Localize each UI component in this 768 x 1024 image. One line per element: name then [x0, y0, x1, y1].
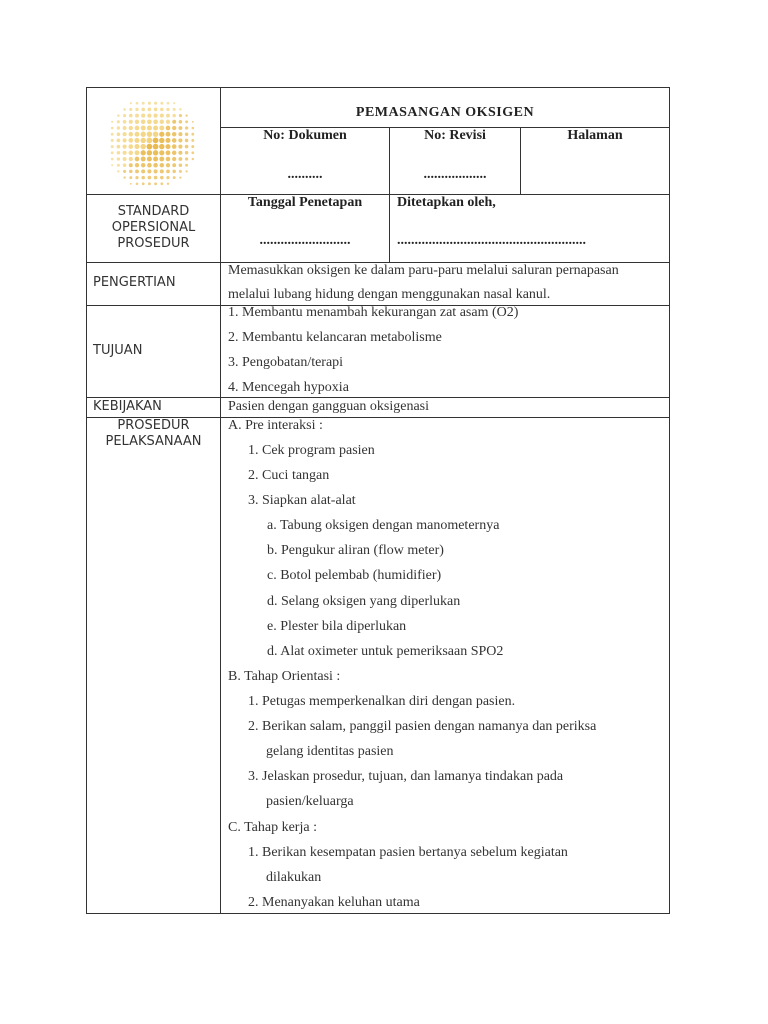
ditetapkan-oleh-label: Ditetapkan oleh, [397, 195, 496, 210]
prosedur-label-line2: PELAKSANAAN [105, 434, 202, 449]
tujuan-item: 3. Pengobatan/terapi [228, 355, 344, 370]
ditetapkan-oleh-value: ...................................................... [397, 233, 586, 248]
pengertian-text-line2: melalui lubang hidung dengan menggunakan nasal kanul. [228, 287, 551, 302]
pengertian-text-line1: Memasukkan oksigen ke dalam paru-paru melalui saluran pernapasan [228, 263, 619, 278]
no-revisi-value: .................. [423, 167, 487, 182]
prosedur-line: 2. Menanyakan keluhan utama [248, 895, 420, 910]
tujuan-item: 4. Mencegah hypoxia [228, 380, 349, 395]
dotted-sphere-logo-icon [97, 95, 207, 191]
prosedur-line: 3. Siapkan alat-alat [248, 493, 356, 508]
prosedur-line: 2. Cuci tangan [248, 468, 330, 483]
prosedur-line: e. Plester bila diperlukan [267, 619, 407, 634]
prosedur-label-line1: PROSEDUR [117, 418, 190, 433]
prosedur-line: C. Tahap kerja : [228, 820, 317, 835]
tujuan-item: 2. Membantu kelancaran metabolisme [228, 330, 442, 345]
prosedur-line: c. Botol pelembab (humidifier) [267, 568, 442, 583]
tujuan-item: 1. Membantu menambah kekurangan zat asam (O2) [228, 305, 519, 320]
kebijakan-label: KEBIJAKAN [93, 399, 162, 414]
row-divider-tujuan [86, 397, 670, 398]
prosedur-line: 3. Jelaskan prosedur, tujuan, dan lamanya tindakan pada [248, 769, 564, 784]
sop-label-line1: STANDARD [117, 204, 190, 219]
no-dokumen-label: No: Dokumen [263, 128, 347, 143]
prosedur-line: 1. Cek program pasien [248, 443, 375, 458]
sop-label-line2: OPERSIONAL [111, 220, 196, 235]
tujuan-label: TUJUAN [93, 343, 143, 358]
prosedur-line: pasien/keluarga [266, 794, 354, 809]
kebijakan-text: Pasien dengan gangguan oksigenasi [228, 399, 430, 414]
prosedur-line: d. Selang oksigen yang diperlukan [267, 594, 461, 609]
document-title: PEMASANGAN OKSIGEN [355, 105, 535, 120]
no-dokumen-value: .......... [287, 167, 323, 182]
tanggal-col-divider [389, 194, 390, 262]
prosedur-line: 2. Berikan salam, panggil pasien dengan namanya dan periksa [248, 719, 597, 734]
pengertian-label: PENGERTIAN [93, 275, 176, 290]
no-revisi-label: No: Revisi [424, 128, 486, 143]
prosedur-line: d. Alat oximeter untuk pemeriksaan SPO2 [267, 644, 504, 659]
prosedur-line: a. Tabung oksigen dengan manometernya [267, 518, 500, 533]
prosedur-line: 1. Petugas memperkenalkan diri dengan pasien. [248, 694, 516, 709]
halaman-label: Halaman [567, 128, 623, 143]
tanggal-penetapan-value: .......................... [259, 233, 351, 248]
prosedur-line: gelang identitas pasien [266, 744, 394, 759]
prosedur-line: b. Pengukur aliran (flow meter) [267, 543, 444, 558]
column-divider [220, 87, 221, 914]
prosedur-line: A. Pre interaksi : [228, 418, 323, 433]
prosedur-line: B. Tahap Orientasi : [228, 669, 341, 684]
tanggal-penetapan-label: Tanggal Penetapan [247, 195, 363, 210]
prosedur-line: 1. Berikan kesempatan pasien bertanya sebelum kegiatan [248, 845, 568, 860]
sop-label-line3: PROSEDUR [117, 236, 190, 251]
prosedur-line: dilakukan [266, 870, 322, 885]
